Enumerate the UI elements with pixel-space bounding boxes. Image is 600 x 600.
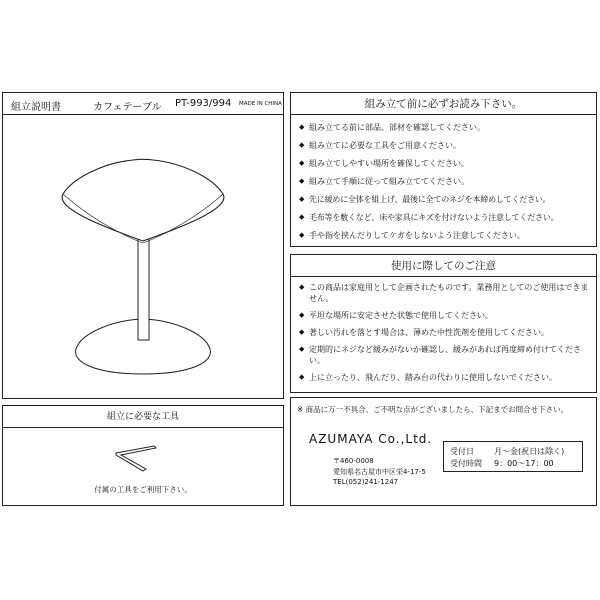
tools-note: 付属の工具をご利用下さい。 xyxy=(94,485,192,494)
product-header xyxy=(3,93,283,115)
caution-item: ◆ 平坦な場所に安定させた状態で使用してください。 xyxy=(299,310,590,321)
company-address: 愛知県名古屋市中区栄4-17-5 xyxy=(333,468,426,476)
contact-panel xyxy=(290,397,597,506)
hex-key-icon xyxy=(113,436,173,476)
instructions-panel xyxy=(290,92,597,247)
tools-header xyxy=(3,406,283,428)
caution-item: ◆ この商品は家庭用として企画されたものです。業務用としてのご使用はできません。 xyxy=(299,282,590,304)
hours-label-time: 受付時間 xyxy=(450,459,482,468)
contact-notice: ※ 商品に万一不具合、ご不明な点がございましたら、下記までお問合せ下さい。 xyxy=(297,405,569,414)
hours-value-day: 月～金(祝日は除く) xyxy=(494,447,565,456)
product-name: カフェテーブル xyxy=(93,102,162,113)
table-illustration xyxy=(3,116,283,398)
caution-item: ◆ 著しい汚れを落とす場合は、薄めた中性洗剤を使用してください。 xyxy=(299,327,590,338)
instruction-item: ◆ 組み立て手順に従って組み立ててください。 xyxy=(299,176,590,187)
caution-header xyxy=(291,255,596,277)
product-panel xyxy=(2,92,284,399)
tools-title: 組立に必要な工具 xyxy=(106,412,179,422)
caution-title: 使用に際してのご注意 xyxy=(391,260,496,272)
caution-panel xyxy=(290,254,597,393)
model-number: PT-993/994 xyxy=(175,98,232,109)
instruction-item: ◆ 組み立てしやすい場所を確保してください。 xyxy=(299,158,590,169)
made-in-label: MADE IN CHINA xyxy=(239,101,282,107)
instructions-header xyxy=(291,93,596,115)
instruction-item: ◆ 手や指を挟んだりしてケガをしないよう注意してください。 xyxy=(299,230,590,241)
instruction-item: ◆ 組み立てる前に部品、部材を確認してください。 xyxy=(299,122,590,133)
instruction-item: ◆ 毛布等を敷くなど、床や家具にキズを付けないよう注意してください。 xyxy=(299,212,590,223)
company-tel: TEL(052)241-1247 xyxy=(333,478,399,486)
company-name: AZUMAYA Co.,Ltd. xyxy=(309,432,433,446)
caution-item: ◆ 定期的にネジなど緩みがないか確認し、緩みがあれば再度締め付けてください。 xyxy=(299,344,590,366)
instructions-title: 組み立て前に必ずお読み下さい。 xyxy=(364,98,523,110)
hours-value-time: 9：00～17：00 xyxy=(494,459,554,468)
instruction-item: ◆ 組み立てに必要な工具をご用意ください。 xyxy=(299,140,590,151)
caution-item: ◆ 上に立ったり、飛んだり、踏み台の代わりに使用しないでください。 xyxy=(299,372,590,383)
table-pole xyxy=(138,236,149,340)
table-top xyxy=(62,159,224,241)
postal-code: 〒460-0008 xyxy=(333,457,374,465)
hours-label-day: 受付日 xyxy=(450,447,474,456)
tools-panel xyxy=(2,405,284,506)
caution-list xyxy=(299,282,590,383)
instructions-list xyxy=(299,122,590,241)
instruction-item: ◆ 先に緩めに全体を組上げ、最後に全てのネジを本締めしてください。 xyxy=(299,194,590,205)
doc-title: 組立説明書 xyxy=(11,102,61,113)
hours-box xyxy=(443,441,583,472)
